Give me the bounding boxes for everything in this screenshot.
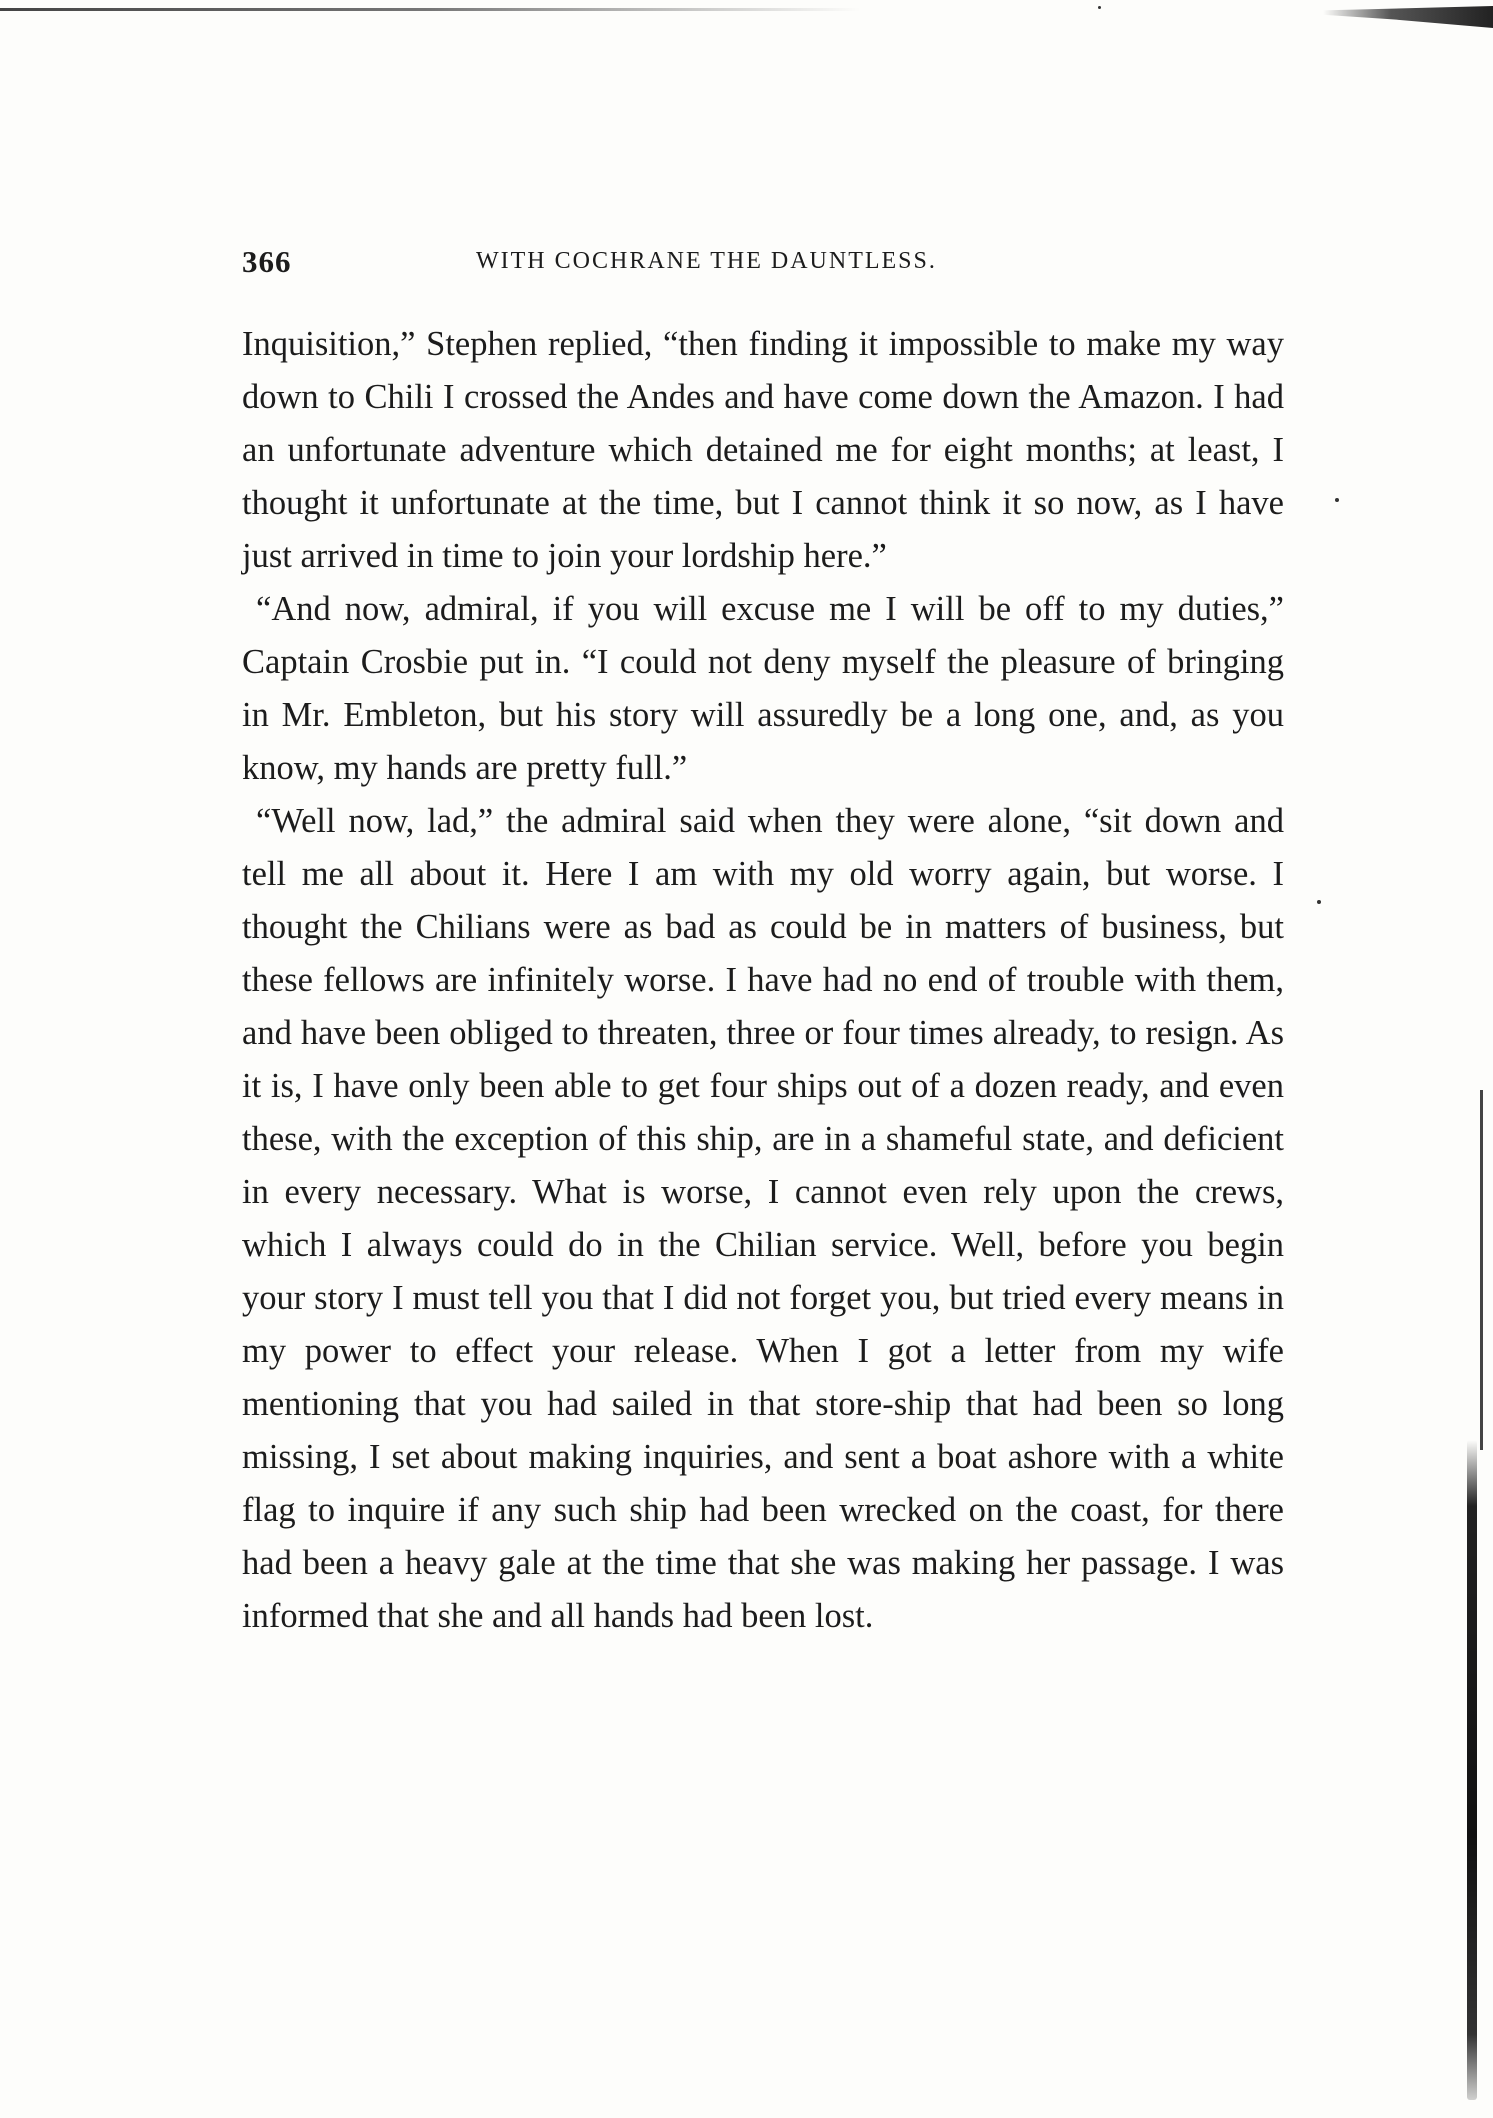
scan-speck (1317, 900, 1321, 904)
running-head (242, 244, 1282, 288)
scan-corner-artifact (1323, 6, 1493, 28)
body-text (242, 318, 1284, 1643)
scan-speck (1335, 498, 1339, 502)
scan-edge-artifact (1467, 1440, 1477, 2100)
paragraph: “Well now, lad,” the admiral said when they were alone, “sit down and tell me all about it. Here I am with my old worry again, but worse. I thought the Chilians were as bad as could be in matters of business, but these fellows are infinitely worse. I have had no end of trouble with them, and have been obliged to threaten, three or four times already, to resign. As it is, I have only been able to get four ships out of a dozen ready, and even these, with the exception of this ship, are in a shameful state, and deficient in every necessary. What is worse, I cannot even rely upon the crews, which I always could do in the Chilian service. Well, before you begin your story I must tell you that I did not forget you, but tried every means in my power to effect your release. When I got a letter from my wife mentioning that you had sailed in that store-ship that had been so long missing, I set about making inquiries, and sent a boat ashore with a white flag to inquire if any such ship had been wrecked on the coast, for there had been a heavy gale at the time that she was making her passage. I was informed that she and all hands had been lost. (242, 802, 1284, 1635)
paragraph: Inquisition,” Stephen replied, “then finding it impossible to make my way down to Chili I crossed the Andes and have come down the Amazon. I had an unfortunate adventure which detained me for eight months; at least, I thought it unfortunate at the time, but I cannot think it so now, as I have just arrived in time to join your lordship here.” (242, 325, 1284, 575)
paragraph: “And now, admiral, if you will excuse me I will be off to my duties,” Captain Crosbie put in. “I could not deny myself the pleasure of bringing in Mr. Embleton, but his story will assuredly be a long one, and, as you know, my hands are pretty full.” (242, 590, 1284, 787)
running-title: WITH COCHRANE THE DAUNTLESS. (476, 248, 937, 274)
scan-edge-artifact (1480, 1090, 1483, 1450)
scan-speck (1098, 6, 1101, 9)
scan-edge-artifact (0, 8, 860, 11)
page-number: 366 (242, 244, 292, 279)
